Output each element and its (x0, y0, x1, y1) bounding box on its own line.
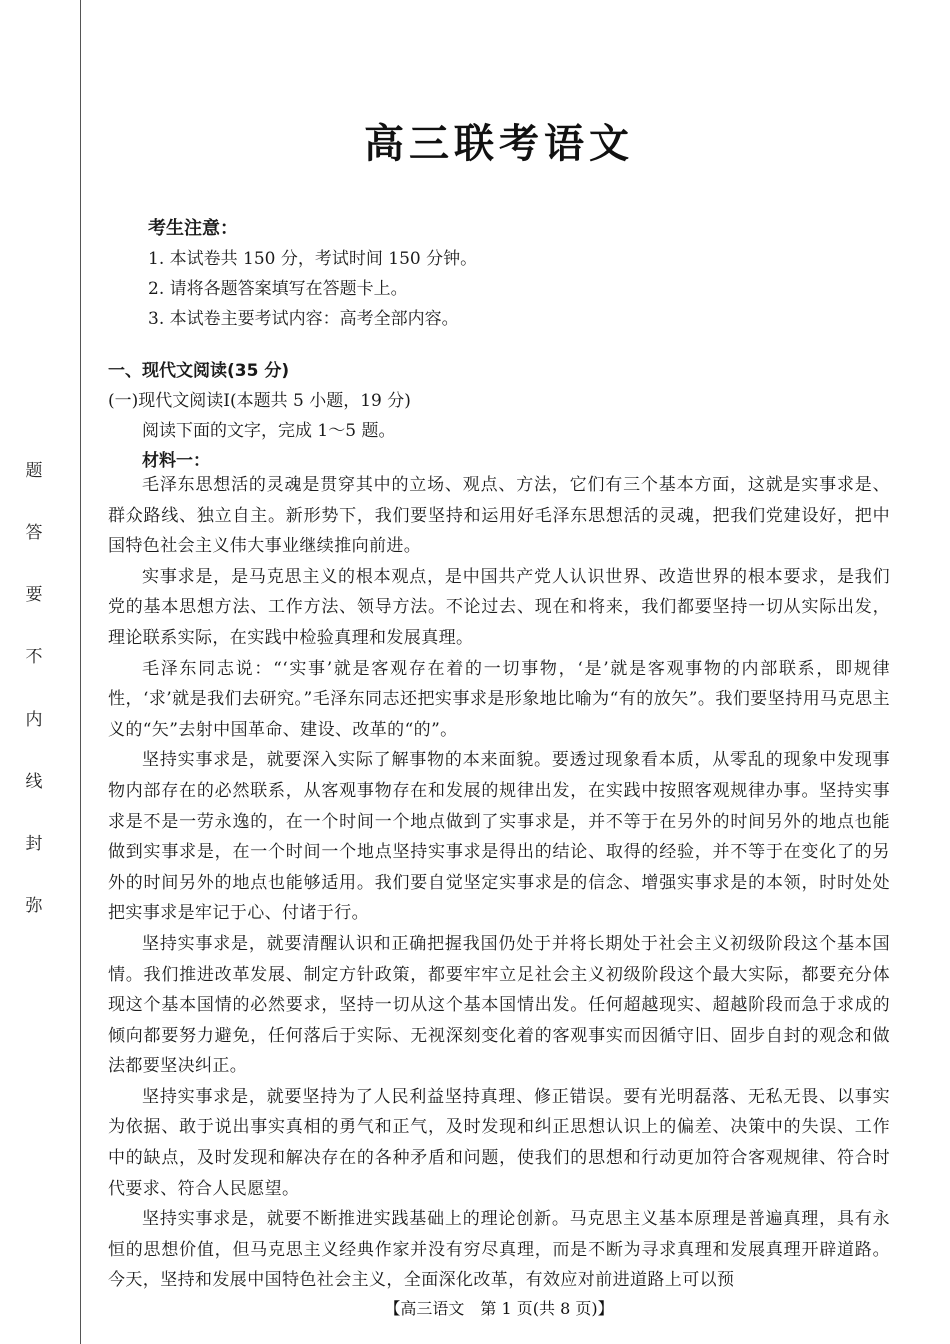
passage-paragraph: 坚持实事求是，就要深入实际了解事物的本来面貌。要透过现象看本质，从零乱的现象中发现事物内部存在的必然联系，从客观事物存在和发展的规律出发，在实践中按照客观规律办事。坚持实事求是不是一劳永逸的，在一个时间一个地点做到了实事求是，并不等于在另外的时间另外的地点也能做到实事求是，在一个时间一个地点坚持实事求是得出的结论、取得的经验，并不等于在变化了的另外的时间另外的地点也能够适用。我们要自觉坚定实事求是的信念、增强实事求是的本领，时时处处把实事求是牢记于心、付诸于行。 (108, 750, 890, 924)
section-subheading: (一)现代文阅读Ⅰ(本题共 5 小题，19 分) (108, 391, 411, 411)
exam-notice (148, 214, 477, 334)
material-label: 材料一： (142, 451, 210, 471)
reading-passage (108, 470, 890, 1296)
passage-paragraph: 坚持实事求是，就要不断推进实践基础上的理论创新。马克思主义基本原理是普遍真理，具有永恒的思想价值，但马克思主义经典作家并没有穷尽真理，而是不断为寻求真理和发展真理开辟道路。今天，坚持和发展中国特色社会主义，全面深化改革，有效应对前进道路上可以预 (108, 1209, 890, 1291)
binding-char: 要 (25, 585, 43, 606)
binding-char: 答 (25, 523, 43, 544)
binding-line (80, 0, 81, 1344)
section-heading: 一、现代文阅读(35 分) (108, 361, 290, 381)
binding-char: 封 (25, 833, 43, 854)
section-instruction: 阅读下面的文字，完成 1～5 题。 (142, 421, 396, 441)
notice-item: 3. 本试卷主要考试内容：高考全部内容。 (148, 309, 459, 329)
binding-char: 内 (25, 709, 43, 730)
binding-char: 不 (25, 647, 43, 668)
passage-paragraph: 毛泽东思想活的灵魂是贯穿其中的立场、观点、方法，它们有三个基本方面，这就是实事求是、群众路线、独立自主。新形势下，我们要坚持和运用好毛泽东思想活的灵魂，把我们党建设好，把中国特色社会主义伟大事业继续推向前进。 (108, 475, 890, 557)
passage-paragraph: 坚持实事求是，就要清醒认识和正确把握我国仍处于并将长期处于社会主义初级阶段这个基本国情。我们推进改革发展、制定方针政策，都要牢牢立足社会主义初级阶段这个最大实际，都要充分体现这个基本国情的必然要求，坚持一切从这个基本国情出发。任何超越现实、超越阶段而急于求成的倾向都要努力避免，任何落后于实际、无视深刻变化着的客观事实而因循守旧、固步自封的观念和做法都要坚决纠正。 (108, 933, 890, 1077)
binding-char: 弥 (25, 895, 43, 916)
binding-char: 题 (25, 461, 43, 481)
binding-notice (24, 456, 44, 916)
notice-heading: 考生注意： (148, 218, 238, 239)
page-title: 高三联考语文 (364, 121, 634, 167)
notice-item: 1. 本试卷共 150 分，考试时间 150 分钟。 (148, 249, 478, 269)
passage-paragraph: 毛泽东同志说：“‘实事’就是客观存在着的一切事物，‘是’就是客观事物的内部联系，即规律性，‘求’就是我们去研究。”毛泽东同志还把实事求是形象地比喻为“有的放矢”。我们要坚持用马克思主义的“矢”去射中国革命、建设、改革的“的”。 (108, 658, 890, 740)
reading-section (108, 356, 890, 476)
notice-item: 2. 请将各题答案填写在答题卡上。 (148, 279, 408, 299)
binding-char: 线 (25, 771, 43, 792)
passage-paragraph: 坚持实事求是，就要坚持为了人民利益坚持真理、修正错误。要有光明磊落、无私无畏、以事实为依据、敢于说出事实真相的勇气和正气，及时发现和纠正思想认识上的偏差、决策中的失误、工作中的缺点，及时发现和解决存在的各种矛盾和问题，使我们的思想和行动更加符合客观规律、符合时代要求、符合人民愿望。 (108, 1086, 890, 1199)
page-footer: 【高三语文 第 1 页(共 8 页)】 (384, 1299, 614, 1318)
passage-paragraph: 实事求是，是马克思主义的根本观点，是中国共产党人认识世界、改造世界的根本要求，是我们党的基本思想方法、工作方法、领导方法。不论过去、现在和将来，我们都要坚持一切从实际出发，理论联系实际，在实践中检验真理和发展真理。 (108, 566, 890, 648)
